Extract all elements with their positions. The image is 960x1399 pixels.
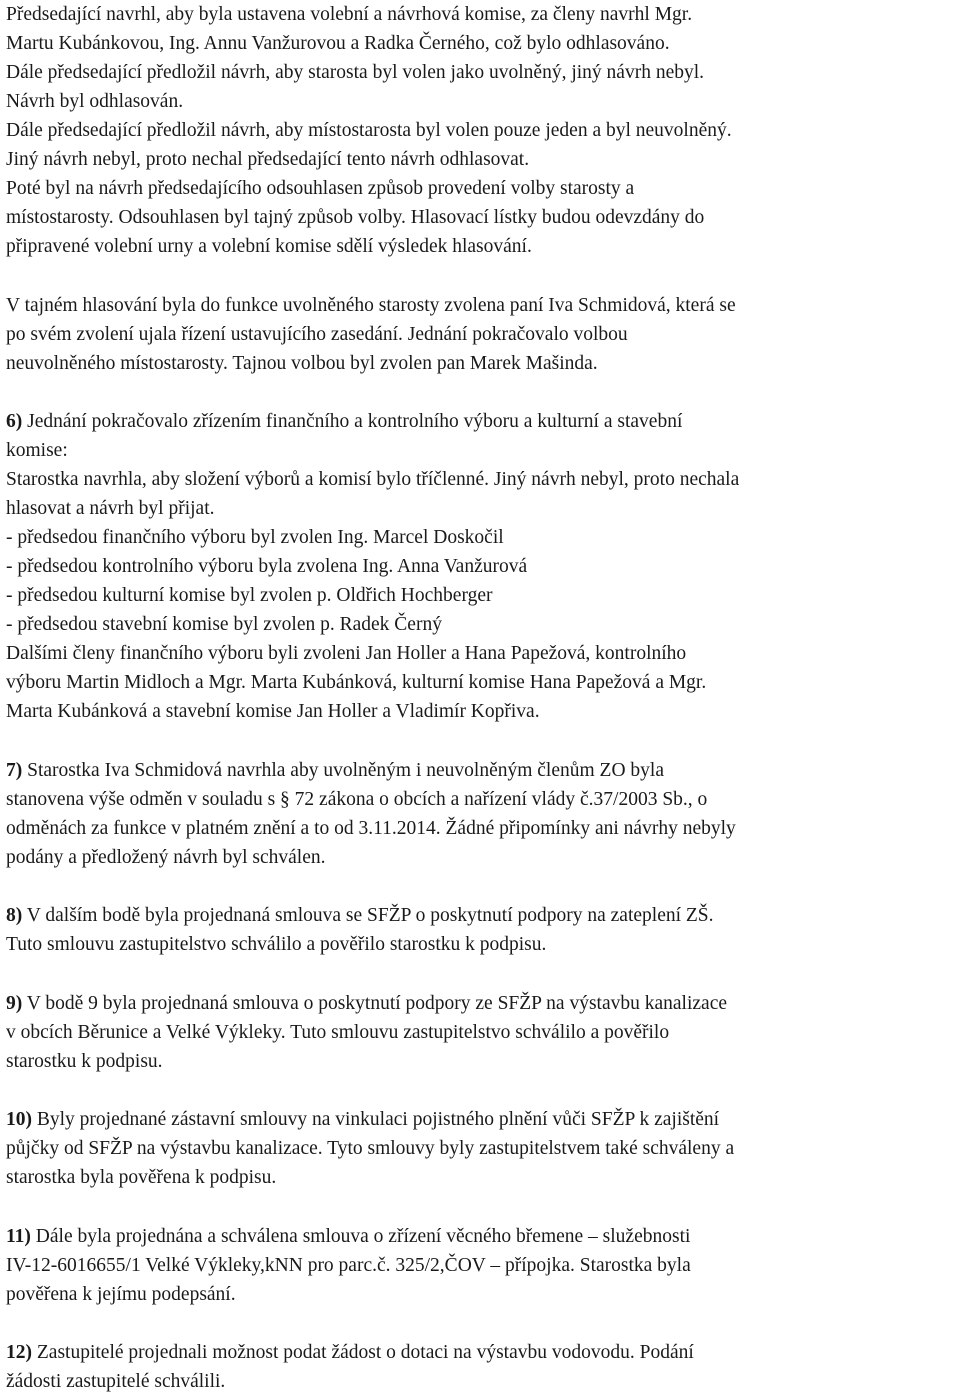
list-item: - předsedou kulturní komise byl zvolen p. Oldřich Hochberger [6,585,493,606]
item-text: V bodě 9 byla projednaná smlouva o poskytnutí podpory ze SFŽP na výstavbu kanalizace [22,992,728,1014]
text-line: pověřena k jejímu podepsání. [6,1283,236,1305]
item-number: 7) [6,759,23,781]
text-line: Starostka navrhla, aby složení výborů a komisí bylo tříčlenné. Jiný návrh nebyl, proto nechala [6,469,740,490]
text-line: po svém zvolení ujala řízení ustavujícího zasedání. Jednání pokračovalo volbou [6,323,628,345]
agenda-item-8 [6,901,954,959]
text-line: odměnách za funkce v platném znění a to od 3.11.2014. Žádné připomínky ani návrhy nebyly [6,817,736,839]
item-text: Jednání pokračovalo zřízením finančního a kontrolního výboru a kulturní a stavební [22,411,683,432]
item-text: Byly projednané zástavní smlouvy na vinkulaci pojistného plnění vůči SFŽP k zajištění [32,1109,720,1130]
text-line: žádosti zastupitelé schválili. [6,1371,226,1392]
text-line: starostku k podpisu. [6,1050,163,1072]
text-line [6,756,954,785]
text-line: IV-12-6016655/1 Velké Výkleky,kNN pro parc.č. 325/2,ČOV – přípojka. Starostka byla [6,1254,691,1276]
paragraph-gap [6,261,954,291]
text-line: výboru Martin Midloch a Mgr. Marta Kubánková, kulturní komise Hana Papežová a Mgr. [6,672,707,693]
paragraph-gap [6,1192,954,1222]
text-line: Dále předsedající předložil návrh, aby místostarosta byl volen pouze jeden a byl neuvolněný. [6,120,732,141]
item-text: Dále byla projednána a schválena smlouva o zřízení věcného břemene – služebnosti [30,1225,691,1247]
paragraph-gap [6,872,954,902]
text-line: hlasovat a návrh byl přijat. [6,498,215,519]
text-line [6,407,954,436]
text-line: Návrh byl odhlasován. [6,91,184,112]
agenda-item-12 [6,1338,954,1396]
text-line: Jiný návrh nebyl, proto nechal předsedající tento návrh odhlasovat. [6,149,530,170]
text-line [6,1105,954,1134]
paragraph-gap [6,378,954,408]
text-line: komise: [6,440,68,461]
text-line: V tajném hlasování byla do funkce uvolněného starosty zvolena paní Iva Schmidová, která se [6,294,736,316]
agenda-item-7 [6,756,954,872]
text-line: Dále předsedající předložil návrh, aby starosta byl volen jako uvolněný, jiný návrh nebyl. [6,62,705,83]
text-line: Marta Kubánková a stavební komise Jan Holler a Vladimír Kopřiva. [6,701,540,722]
agenda-item-10 [6,1105,954,1192]
paragraph-committee-election [6,0,954,261]
text-line [6,901,954,930]
text-line: Tuto smlouvu zastupitelstvo schválilo a pověřilo starostku k podpisu. [6,934,547,955]
paragraph-gap [6,726,954,756]
paragraph-secret-vote [6,291,954,378]
agenda-item-9 [6,989,954,1076]
item-number: 9) [6,992,23,1014]
list-item: - předsedou kontrolního výboru byla zvolena Ing. Anna Vanžurová [6,556,528,577]
text-line [6,989,954,1018]
paragraph-gap [6,1309,954,1339]
text-line [6,1222,954,1251]
text-line: připravené volební urny a volební komise sdělí výsledek hlasování. [6,236,532,257]
text-line: stanovena výše odměn v souladu s § 72 zákona o obcích a nařízení vlády č.37/2003 Sb., o [6,788,708,810]
text-line [6,1338,954,1367]
item-number: 11) [6,1225,31,1247]
text-line: Předsedající navrhl, aby byla ustavena volební a návrhová komise, za členy navrhl Mgr. [6,4,693,25]
text-line: Dalšími členy finančního výboru byli zvoleni Jan Holler a Hana Papežová, kontrolního [6,643,687,664]
text-line: Poté byl na návrh předsedajícího odsouhlasen způsob provedení volby starosty a [6,178,635,199]
item-text: Starostka Iva Schmidová navrhla aby uvolněným i neuvolněným členům ZO byla [22,759,664,781]
text-line: podány a předložený návrh byl schválen. [6,846,326,868]
text-line: v obcích Běrunice a Velké Výkleky. Tuto smlouvu zastupitelstvo schválilo a pověřilo [6,1021,670,1043]
agenda-item-6 [6,407,954,726]
text-line: půjčky od SFŽP na výstavbu kanalizace. Tyto smlouvy byly zastupitelstvem také schváleny a [6,1138,735,1159]
paragraph-gap [6,959,954,989]
text-line: místostarosty. Odsouhlasen byl tajný způsob volby. Hlasovací lístky budou odevzdány do [6,207,705,228]
item-number: 12) [6,1342,32,1363]
paragraph-gap [6,1076,954,1106]
text-line: neuvolněného místostarosty. Tajnou volbou byl zvolen pan Marek Mašinda. [6,352,598,374]
item-number: 8) [6,905,23,926]
list-item: - předsedou stavební komise byl zvolen p. Radek Černý [6,614,442,635]
item-number: 10) [6,1109,32,1130]
agenda-item-11 [6,1222,954,1309]
list-item: - předsedou finančního výboru byl zvolen Ing. Marcel Doskočil [6,527,504,548]
item-text: Zastupitelé projednali možnost podat žádost o dotaci na výstavbu vodovodu. Podání [32,1342,694,1363]
text-line: starostka byla pověřena k podpisu. [6,1167,277,1188]
item-number: 6) [6,411,23,432]
text-line: Martu Kubánkovou, Ing. Annu Vanžurovou a Radka Černého, což bylo odhlasováno. [6,33,670,54]
item-text: V dalším bodě byla projednaná smlouva se SFŽP o poskytnutí podpory na zateplení ZŠ. [22,905,714,926]
